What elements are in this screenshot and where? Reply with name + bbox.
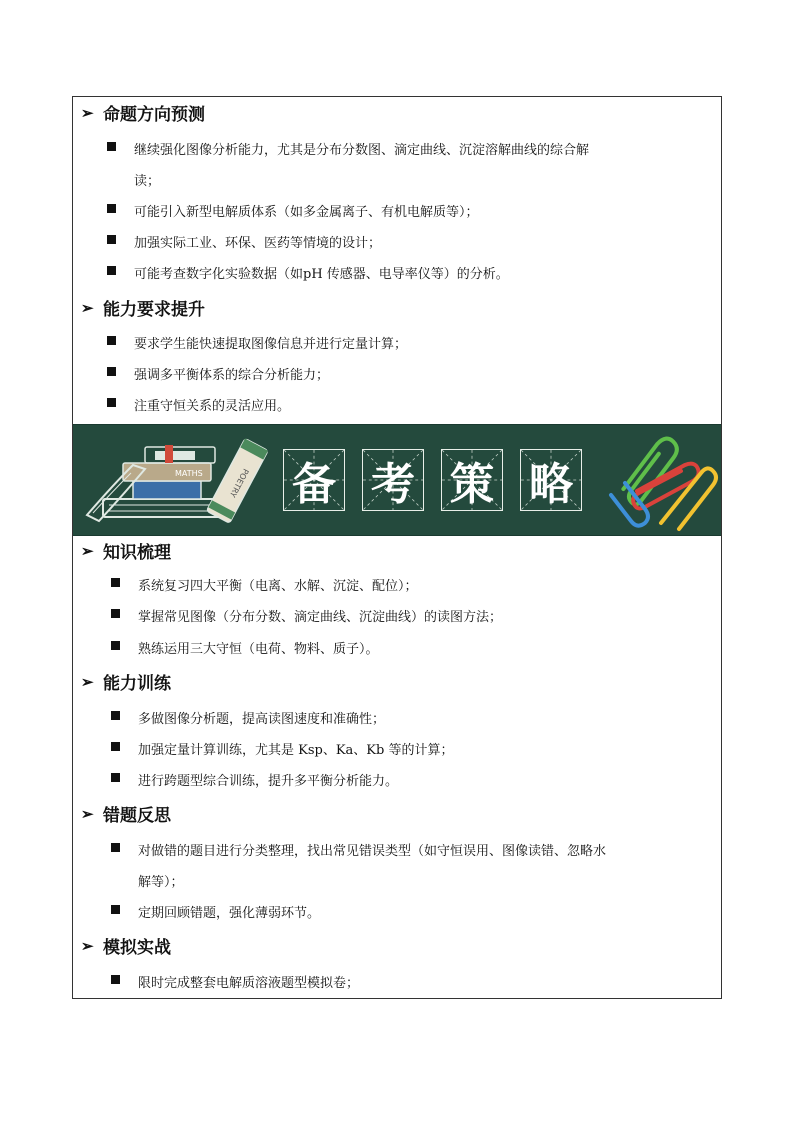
content-frame: ➢ 命题方向预测 继续强化图像分析能力，尤其是分布分数图、滴定曲线、沉淀溶解曲线的综合解 读； 可能引入新型电解质体系（如多金属离子、有机电解质等）； 加强实际工业、环保、医药等情境的设计； 可能考查数字化实验数据（如pH 传感器、电导率仪等）的分析。 ➢ 能力要求提升 要求学生能快速提取图像信息并进行定量计算； 强调多平衡体系的综合分析能力； 注重守恒关系的灵活应用。 POETRY MATHS 备 考 策 略 ➢ 知识梳理 系统复习四大平衡（电离、水解、沉淀、配位）； 掌握常见图像（分布分数、滴定曲线、沉淀曲线）的读图方法； 熟练运用三大守恒（电荷、物料、质子）。 ➢ 能力训练 多做图像分析题，提高读图速度和准确性； 加强定量计算训练，尤其是 Ksp、Ka、Kb 等的计算； 进行跨题型综合训练，提升多平衡分析能力。 ➢ 错题反思 对做错的题目进行分类整理，找出常见错误类型（如守恒误用、图像读错、忽略水 解等）； 定期回顾错题，强化薄弱环节。 ➢ 模拟实战 限时完成整套电解质溶液题型模拟卷； xyxy=(72,96,722,999)
square-bullet-icon xyxy=(111,975,120,984)
maths-label: MATHS xyxy=(175,469,203,478)
title-char: 策 xyxy=(450,459,494,510)
strategy-banner xyxy=(73,424,721,536)
section-heading xyxy=(81,801,171,826)
heading-mistakes: 错题反思 xyxy=(103,806,171,826)
title-tile xyxy=(520,449,582,511)
arrow-bullet-icon: ➢ xyxy=(81,298,94,317)
arrow-bullet-icon: ➢ xyxy=(81,936,94,955)
section-heading xyxy=(81,295,205,320)
heading-training: 能力训练 xyxy=(103,674,171,694)
square-bullet-icon xyxy=(111,609,120,618)
title-char: 略 xyxy=(529,459,573,510)
paper-clips-icon xyxy=(601,425,721,535)
heading-simulation: 模拟实战 xyxy=(103,938,171,958)
square-bullet-icon xyxy=(111,773,120,782)
square-bullet-icon xyxy=(107,367,116,376)
section-heading xyxy=(81,933,171,958)
square-bullet-icon xyxy=(111,905,120,914)
section-heading xyxy=(81,538,171,563)
heading-knowledge: 知识梳理 xyxy=(103,543,171,563)
title-char: 考 xyxy=(371,459,415,510)
section-heading xyxy=(81,100,205,125)
title-tile xyxy=(362,449,424,511)
square-bullet-icon xyxy=(107,398,116,407)
square-bullet-icon xyxy=(111,843,120,852)
title-tile xyxy=(441,449,503,511)
square-bullet-icon xyxy=(107,204,116,213)
arrow-bullet-icon: ➢ xyxy=(81,804,94,823)
section-heading xyxy=(81,669,171,694)
square-bullet-icon xyxy=(107,142,116,151)
arrow-bullet-icon: ➢ xyxy=(81,103,94,122)
arrow-bullet-icon: ➢ xyxy=(81,672,94,691)
poetry-label: POETRY xyxy=(227,467,251,499)
square-bullet-icon xyxy=(111,578,120,587)
square-bullet-icon xyxy=(111,711,120,720)
heading-prediction: 命题方向预测 xyxy=(103,105,205,125)
heading-ability-requirements: 能力要求提升 xyxy=(103,300,205,320)
square-bullet-icon xyxy=(107,266,116,275)
square-bullet-icon xyxy=(111,742,120,751)
square-bullet-icon xyxy=(111,641,120,650)
books-illustration xyxy=(73,425,273,535)
square-bullet-icon xyxy=(107,336,116,345)
title-char: 备 xyxy=(292,459,336,510)
arrow-bullet-icon: ➢ xyxy=(81,541,94,560)
square-bullet-icon xyxy=(107,235,116,244)
title-tile xyxy=(283,449,345,511)
